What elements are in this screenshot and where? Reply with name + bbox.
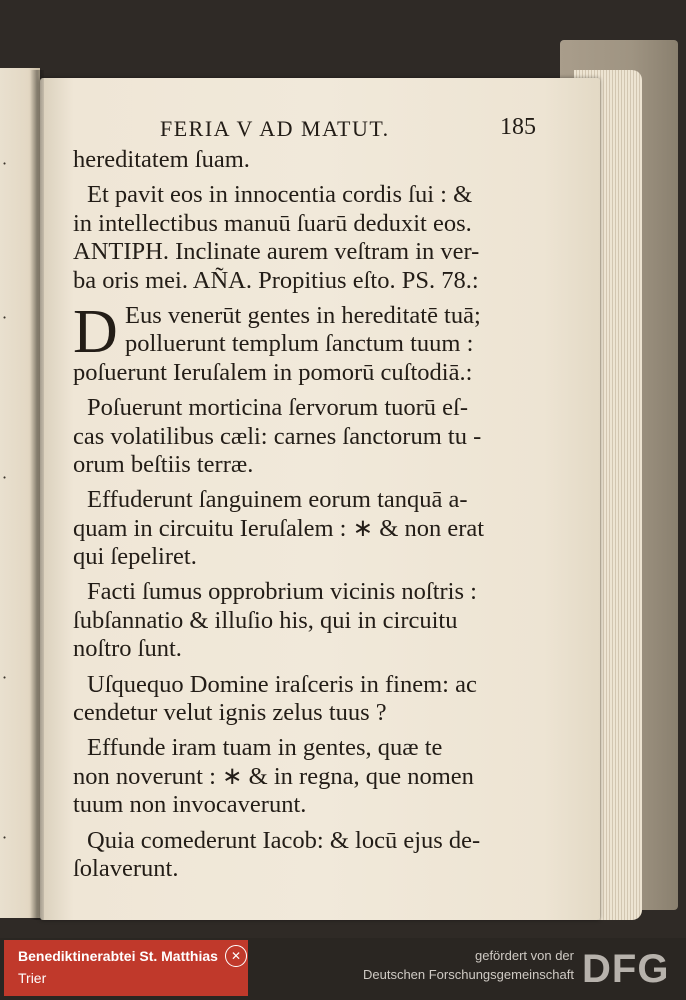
- text-line: poſuerunt Ieruſalem in pomorū cuſtodiā.:: [73, 358, 473, 386]
- text-line: Effuderunt ſanguinem eorum tanquā a-: [87, 486, 468, 514]
- page-number: 185: [500, 114, 536, 140]
- footer-bar: [0, 938, 686, 1000]
- page-text: [73, 112, 543, 883]
- text-line: Eus venerūt gentes in hereditatē tuā;: [125, 301, 481, 329]
- spine-shadow: [30, 70, 44, 920]
- text-line: qui ſepeliret.: [73, 543, 197, 571]
- text-line: ANTIPH. Inclinate aurem veſtram in ver-: [73, 238, 480, 266]
- text-line: tuum non invocaverunt.: [73, 791, 307, 819]
- text-line: non noverunt : ∗ & in regna, que nomen: [73, 762, 474, 790]
- library-city: Trier: [18, 970, 47, 986]
- library-link[interactable]: [4, 940, 248, 996]
- facing-page-margin-marks: · · · · ·: [2, 154, 8, 847]
- verse: [73, 578, 543, 663]
- funding-organization: Deutschen Forschungsgemeinschaft: [362, 967, 574, 982]
- text-line: polluerunt templum ſanctum tuum :: [125, 330, 474, 358]
- text-line: Effunde iram tuam in gentes, quæ te: [87, 734, 443, 762]
- text-line: ba oris mei. AÑA. Propitius eſto. PS. 78.:: [73, 266, 479, 294]
- running-head: [73, 112, 543, 146]
- text-line: orum beſtiis terræ.: [73, 450, 254, 478]
- text-line: hereditatem ſuam.: [73, 146, 250, 173]
- drop-cap: D: [73, 297, 118, 366]
- text-line: quam in circuitu Ieruſalem : ∗ & non erat: [73, 514, 485, 542]
- funding-note: gefördert von der: [474, 948, 574, 963]
- text-line: noſtro ſunt.: [73, 635, 182, 663]
- verse: [73, 486, 543, 571]
- library-name: Benediktinerabtei St. Matthias: [18, 948, 218, 964]
- text-line: cendetur velut ignis zelus tuus ?: [73, 699, 387, 727]
- text-line: Et pavit eos in innocentia cordis ſui : &: [87, 181, 473, 209]
- verse: [73, 394, 543, 479]
- verse: [73, 671, 543, 728]
- dfg-logo[interactable]: DFG: [582, 947, 670, 991]
- text-line: ſubſannatio & illuſio his, qui in circuitu: [73, 606, 458, 634]
- abbey-emblem-icon: ✕: [225, 945, 247, 967]
- running-head-title: FERIA V AD MATUT.: [160, 116, 390, 141]
- psalm-opening: [73, 297, 543, 387]
- text-line: Poſuerunt morticina ſervorum tuorū eſ-: [87, 394, 469, 422]
- text-line: Uſquequo Domine iraſceris in finem: ac: [87, 670, 477, 698]
- text-line: ſolaverunt.: [73, 854, 179, 882]
- text-line: in intellectibus manuū ſuarū deduxit eos.: [73, 209, 472, 237]
- text-line: Quia comederunt Iacob: & locū ejus de-: [87, 826, 481, 854]
- text-line: Facti ſumus opprobrium vicinis noſtris :: [87, 578, 477, 606]
- verse: [73, 827, 543, 884]
- verse: [73, 734, 543, 819]
- text-line: cas volatilibus cæli: carnes ſanctorum tu -: [73, 422, 482, 450]
